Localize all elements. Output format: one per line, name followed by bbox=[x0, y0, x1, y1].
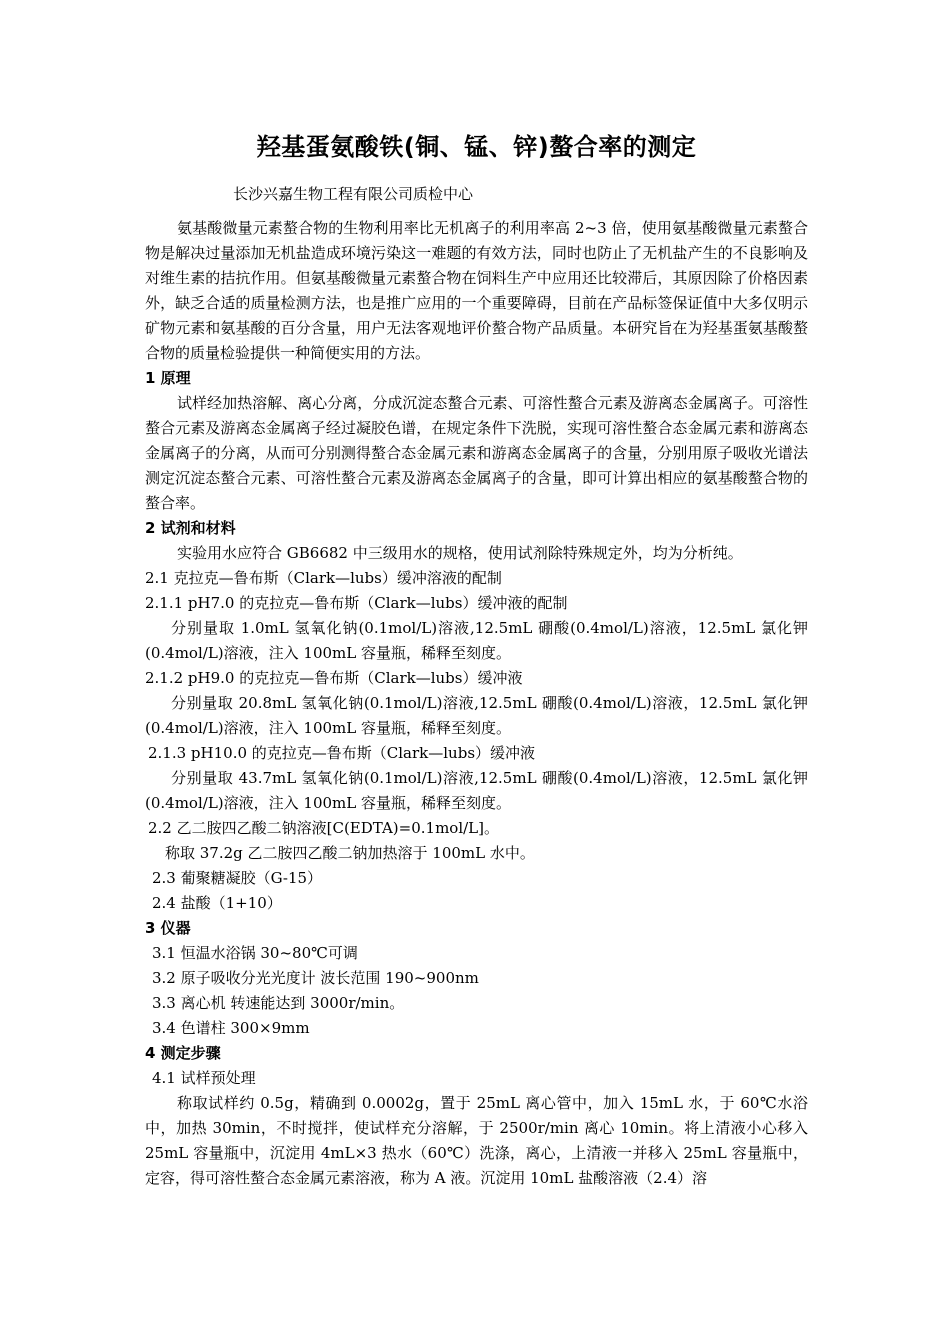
subsection-2-3: 2.3 葡聚糖凝胶（G-15） bbox=[152, 869, 323, 887]
subsection-3-4: 3.4 色谱柱 300×9mm bbox=[152, 1019, 310, 1037]
section-1-heading: 1 原理 bbox=[145, 369, 191, 387]
organization-line: 长沙兴嘉生物工程有限公司质检中心 bbox=[233, 185, 474, 203]
subsection-2-2-text: 称取 37.2g 乙二胺四乙酸二钠加热溶于 100mL 水中。 bbox=[165, 844, 535, 862]
subsection-2-1-1: 2.1.1 pH7.0 的克拉克—鲁布斯（Clark—lubs）缓冲液的配制 bbox=[145, 594, 568, 612]
subsection-2-1-1-text: 分别量取 1.0mL 氢氧化钠(0.1mol/L)溶液,12.5mL 硼酸(0.4mol/L)溶液，12.5mL 氯化钾(0.4mol/L)溶液，注入 100mL 容量瓶，稀释至刻度。 bbox=[145, 619, 808, 662]
subsection-3-3: 3.3 离心机 转速能达到 3000r/min。 bbox=[152, 994, 405, 1012]
subsection-2-4: 2.4 盐酸（1+10） bbox=[152, 894, 282, 912]
subsection-2-2: 2.2 乙二胺四乙酸二钠溶液[C(EDTA)=0.1mol/L]。 bbox=[148, 819, 499, 837]
subsection-2-1-2-text: 分别量取 20.8mL 氢氧化钠(0.1mol/L)溶液,12.5mL 硼酸(0.4mol/L)溶液，12.5mL 氯化钾(0.4mol/L)溶液，注入 100mL 容量瓶，稀释至刻度。 bbox=[145, 694, 808, 737]
section-2-heading: 2 试剂和材料 bbox=[145, 519, 236, 537]
document-page bbox=[145, 130, 808, 1191]
subsection-2-1-3-text: 分别量取 43.7mL 氢氧化钠(0.1mol/L)溶液,12.5mL 硼酸(0.4mol/L)溶液，12.5mL 氯化钾(0.4mol/L)溶液，注入 100mL 容量瓶，稀释至刻度。 bbox=[145, 769, 808, 812]
section-4-heading: 4 测定步骤 bbox=[145, 1044, 221, 1062]
subsection-2-1: 2.1 克拉克—鲁布斯（Clark—lubs）缓冲溶液的配制 bbox=[145, 569, 502, 587]
subsection-4-1: 4.1 试样预处理 bbox=[152, 1069, 256, 1087]
section-2-paragraph: 实验用水应符合 GB6682 中三级用水的规格，使用试剂除特殊规定外，均为分析纯。 bbox=[177, 544, 743, 562]
subsection-4-1-text: 称取试样约 0.5g，精确到 0.0002g，置于 25mL 离心管中，加入 15mL 水，于 60℃水浴中，加热 30min，不时搅拌，使试样充分溶解，于 2500r/min 离心 10min。将上清液小心移入 25mL 容量瓶中，沉淀用 4mL×3 热水（60℃）洗涤，离心，上清液一并移入 25mL 容量瓶中，定容，得可溶性螯合态金属元素溶液，称为 A 液。沉淀用 10mL 盐酸溶液（2.4）溶 bbox=[145, 1094, 808, 1187]
subsection-2-1-2: 2.1.2 pH9.0 的克拉克—鲁布斯（Clark—lubs）缓冲液 bbox=[145, 669, 523, 687]
intro-paragraph: 氨基酸微量元素螯合物的生物利用率比无机离子的利用率高 2~3 倍，使用氨基酸微量元素螯合物是解决过量添加无机盐造成环境污染这一难题的有效方法，同时也防止了无机盐产生的不良影响及对维生素的拮抗作用。但氨基酸微量元素螯合物在饲料生产中应用还比较滞后，其原因除了价格因素外，缺乏合适的质量检测方法，也是推广应用的一个重要障碍，目前在产品标签保证值中大多仅明示矿物元素和氨基酸的百分含量，用户无法客观地评价螯合物产品质量。本研究旨在为羟基蛋氨基酸螯合物的质量检验提供一种简便实用的方法。 bbox=[145, 219, 808, 362]
section-1-paragraph: 试样经加热溶解、离心分离，分成沉淀态螯合元素、可溶性螯合元素及游离态金属离子。可溶性螯合元素及游离态金属离子经过凝胶色谱，在规定条件下洗脱，实现可溶性螯合态金属元素和游离态金属离子的分离，从而可分别测得螯合态金属元素和游离态金属离子的含量，分别用原子吸收光谱法测定沉淀态螯合元素、可溶性螯合元素及游离态金属离子的含量，即可计算出相应的氨基酸螯合物的螯合率。 bbox=[145, 394, 808, 512]
document-title: 羟基蛋氨酸铁(铜、锰、锌)螯合率的测定 bbox=[256, 133, 697, 161]
subsection-2-1-3: 2.1.3 pH10.0 的克拉克—鲁布斯（Clark—lubs）缓冲液 bbox=[148, 744, 536, 762]
subsection-3-1: 3.1 恒温水浴锅 30~80℃可调 bbox=[152, 944, 358, 962]
subsection-3-2: 3.2 原子吸收分光光度计 波长范围 190~900nm bbox=[152, 969, 479, 987]
section-3-heading: 3 仪器 bbox=[145, 919, 191, 937]
